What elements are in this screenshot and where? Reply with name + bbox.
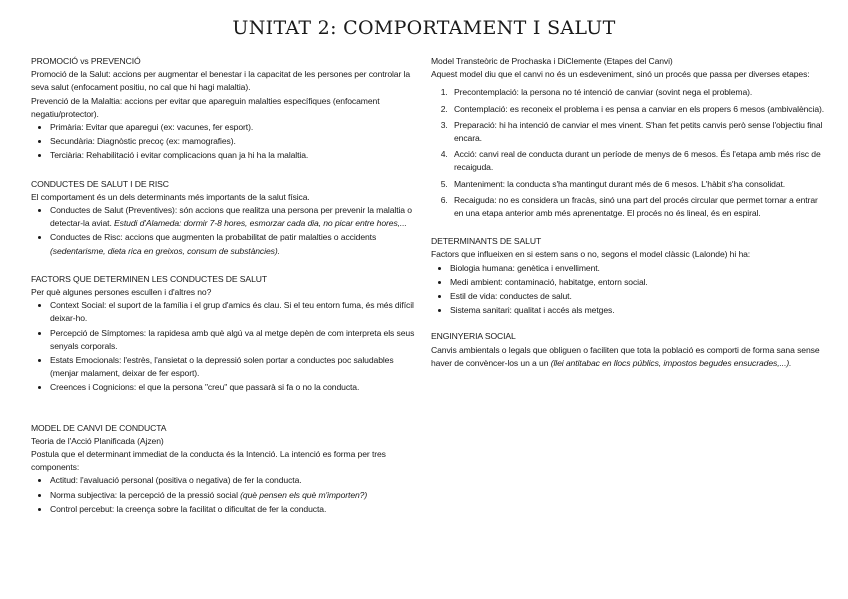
list-item: • Primària: Evitar que aparegui (ex: vacunes, fer esport).	[50, 121, 416, 134]
section-transteoric	[431, 55, 825, 220]
list-item	[50, 231, 416, 257]
list-item: • Control percebut: la creença sobre la facilitat o dificultat de fer la conducta.	[50, 503, 416, 516]
list-item: 4. Acció: canvi real de conducta durant un període de menys de 6 mesos. És l'etapa amb més risc de recaiguda.	[450, 148, 825, 174]
section-factors	[31, 273, 416, 395]
paragraph: Promoció de la Salut: accions per augmentar el benestar i la capacitat de les persones per controlar la seva salut (enfocament positiu, no cal que hi hagi malaltia).	[31, 69, 411, 93]
bullet-list	[431, 262, 825, 318]
list-item: 2. Contemplació: es reconeix el problema i es pensa a canviar en els propers 6 mesos (ambivalència).	[450, 103, 825, 116]
list-item: • Estats Emocionals: l'estrès, l'ansietat o la depressió solen portar a conductes poc saludables (menjar malament, deixar de fer esport).	[50, 354, 416, 380]
list-item: 6. Recaiguda: no es considera un fracàs, sinó una part del procés circular que permet tornar a entrar en una etapa anterior amb més aprenentatge. El procés no és lineal, és en espiral.	[450, 194, 825, 220]
paragraph-example: (llei antitabac en llocs públics, impostos begudes ensucrades,...).	[550, 357, 792, 368]
list-item	[50, 204, 416, 230]
item-example: (sedentarisme, dieta rica en greixos, consum de substàncies).	[50, 245, 280, 256]
right-column	[431, 55, 825, 370]
item-text: Conductes de Salut (Preventives): són accions que realitza una persona per prevenir la malaltia o detectar-la aviat.	[50, 205, 412, 229]
list-item: • Sistema sanitari: qualitat i accés als metges.	[450, 304, 825, 317]
list-item: • Estil de vida: conductes de salut.	[450, 290, 825, 303]
list-item: 1. Precontemplació: la persona no té intenció de canviar (sovint nega el problema).	[450, 86, 825, 99]
paragraph: Factors que influeixen en si estem sans o no, segons el model clàssic (Lalonde) hi ha:	[431, 249, 751, 260]
bullet-list	[31, 474, 416, 516]
paragraph-text: Canvis ambientals o legals que obliguen o faciliten que tota la població es comporti de forma sana sense haver de convèncer-los un a un	[431, 344, 820, 368]
item-example: (què pensen els què m'importen?)	[240, 489, 368, 500]
paragraph: Postula que el determinant immediat de la conducta és la Intenció. La intenció es forma per tres components:	[31, 449, 386, 473]
list-item: • Context Social: el suport de la família i el grup d'amics és clau. Si el teu entorn fuma, és més difícil deixar-ho.	[50, 299, 416, 325]
section-enginyeria	[431, 330, 825, 370]
section-heading: ENGINYERIA SOCIAL	[431, 331, 516, 342]
section-heading: FACTORS QUE DETERMINEN LES CONDUCTES DE SALUT	[31, 273, 268, 284]
list-item: • Percepció de Símptomes: la rapidesa amb què algú va al metge depèn de com interpreta els seus senyals corporals.	[50, 327, 416, 353]
paragraph: Prevenció de la Malaltia: accions per evitar que apareguin malalties específiques (enfocament negatiu/protector).	[31, 95, 380, 119]
paragraph: El comportament és un dels determinants més importants de la salut física.	[31, 191, 310, 202]
item-example: Estudi d'Alameda: dormir 7-8 hores, esmorzar cada dia, no picar entre hores,...	[114, 218, 407, 229]
list-item: 3. Preparació: hi ha intenció de canviar el mes vinent. S'han fet petits canvis però sense l'objectiu final encara.	[450, 119, 825, 145]
list-item: • Terciària: Rehabilitació i evitar complicacions quan ja hi ha la malaltia.	[50, 149, 416, 162]
section-promocio	[31, 55, 416, 163]
page-title: UNITAT 2: COMPORTAMENT I SALUT	[232, 17, 616, 39]
section-subheading: Teoria de l'Acció Planificada (Ajzen)	[31, 435, 164, 446]
list-item: • Actitud: l'avaluació personal (positiva o negativa) de fer la conducta.	[50, 474, 416, 487]
list-item: • Biologia humana: genètica i envelliment.	[450, 262, 825, 275]
section-determinants	[431, 235, 825, 317]
list-item	[50, 489, 416, 502]
paragraph	[431, 344, 825, 370]
paragraph: Aquest model diu que el canvi no és un esdeveniment, sinó un procés que passa per diverses etapes:	[431, 69, 810, 80]
paragraph: Per què algunes persones escullen i d'altres no?	[31, 287, 212, 298]
numbered-list	[431, 86, 825, 220]
section-conductes	[31, 178, 416, 258]
bullet-list	[31, 299, 416, 394]
list-item: • Medi ambient: contaminació, habitatge, entorn social.	[450, 276, 825, 289]
list-item: • Secundària: Diagnòstic precoç (ex: mamografies).	[50, 135, 416, 148]
section-heading: CONDUCTES DE SALUT I DE RISC	[31, 178, 169, 189]
section-heading: MODEL DE CANVI DE CONDUCTA	[31, 422, 167, 433]
list-item: • Creences i Cognicions: el que la persona "creu" que passarà si fa o no la conducta.	[50, 381, 416, 394]
item-text: Conductes de Risc: accions que augmenten la probabilitat de patir malalties o accidents	[50, 232, 377, 243]
section-heading: DETERMINANTS DE SALUT	[431, 236, 542, 247]
bullet-list	[31, 204, 416, 258]
list-item: 5. Manteniment: la conducta s'ha mantingut durant més de 6 mesos. L'hàbit s'ha consolidat.	[450, 178, 825, 191]
section-model	[31, 422, 416, 516]
bullet-list	[31, 121, 416, 163]
item-text: Norma subjectiva: la percepció de la pressió social	[50, 489, 238, 500]
section-heading: Model Transteòric de Prochaska i DiClemente (Etapes del Canvi)	[431, 56, 673, 66]
left-column	[31, 55, 416, 517]
section-heading: PROMOCIÓ vs PREVENCIÓ	[31, 56, 141, 66]
